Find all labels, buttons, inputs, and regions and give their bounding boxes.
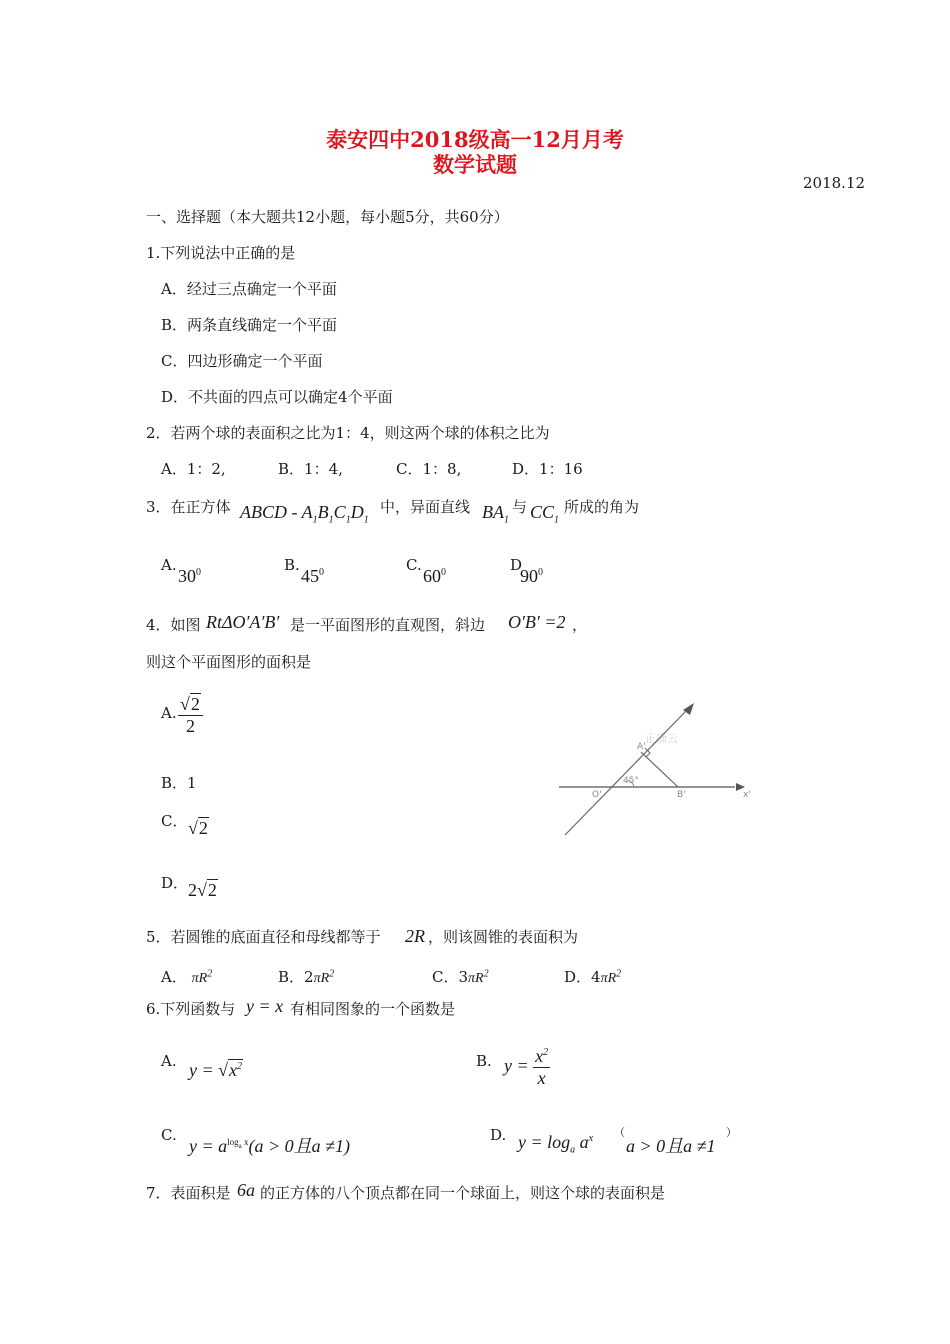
q6-function: y = x (246, 996, 284, 1016)
q5-end: ，则该圆锥的表面积为 (428, 928, 579, 946)
q2-option-d: D．1：16 (512, 460, 583, 478)
q3-option-d-value: $90^0$ (520, 566, 543, 586)
q6-option-a-label: A. (161, 1052, 177, 1070)
q7-end: 的正方体的八个顶点都在同一个球面上，则这个球的表面积是 (260, 1184, 666, 1202)
q3-cube-name: ABCD - $A_1B_1C_1D_1$ (240, 502, 369, 526)
exam-date: 2018.12 (803, 174, 866, 192)
q5-option-a: A． $\pi R^2$ (161, 968, 213, 986)
q6-option-c-label: C. (161, 1126, 177, 1144)
label-o: O' (592, 790, 602, 800)
q2-option-a: A．1：2, (161, 460, 226, 478)
q5-stem: 5．若圆锥的底面直径和母线都等于 (146, 928, 381, 946)
q3-option-a-value: $30^0$ (178, 566, 201, 586)
q4-option-b: B．1 (161, 774, 197, 792)
q4-option-c-label: C． (161, 812, 188, 830)
q6-option-b-value: y = $\frac{x^2}{x}$ (504, 1046, 549, 1088)
q6-option-b-label: B. (476, 1052, 492, 1070)
q1-stem: 1.下列说法中正确的是 (146, 244, 296, 262)
q6-option-d-value: $y = \log_a a^x$ (518, 1132, 594, 1156)
q6-option-d-lparen: （ (614, 1126, 625, 1139)
figure-watermark: 正确云 (645, 732, 678, 745)
q6-option-d-label: D. (490, 1126, 507, 1144)
q4-option-a-value: $\frac{√2}{2}$ (178, 694, 203, 737)
q2-stem: 2．若两个球的表面积之比为1：4，则这两个球的体积之比为 (146, 424, 550, 442)
q6-end: 有相同图象的一个函数是 (290, 1000, 456, 1018)
q4-hypotenuse-eq: O′B′ =2 (508, 612, 566, 632)
q4-option-d-label: D． (161, 874, 189, 892)
q6-option-c-value: $y = a^{log_a x}(a > 0$且a ≠1) (189, 1136, 351, 1156)
q6-option-a-value: $y = √x^2$ (189, 1060, 243, 1080)
label-angle: 45° (623, 776, 639, 786)
q1-option-b: B．两条直线确定一个平面 (161, 316, 338, 334)
exam-title: 泰安四中2018级高一12月月考 (326, 127, 624, 152)
q3-number: 3．在正方体 (146, 498, 231, 516)
q5-option-b: B．$2\pi R^2$ (278, 968, 335, 986)
q1-option-c: C．四边形确定一个平面 (161, 352, 323, 370)
q1-option-d: D．不共面的四点可以确定4个平面 (161, 388, 393, 406)
section-heading: 一、选择题（本大题共12小题，每小题5分，共60分） (146, 208, 509, 226)
q6-option-d-rparen: ） (726, 1126, 737, 1139)
q4-figure (555, 700, 770, 840)
q2-option-b: B．1：4, (278, 460, 343, 478)
q3-end-text: 所成的角为 (564, 498, 640, 516)
q3-line-ba1: $BA_1$ (482, 502, 509, 526)
q4-option-d-value: 2√2 (188, 880, 217, 900)
label-b: B' (677, 790, 686, 800)
q5-option-d: D．$4\pi R^2$ (564, 968, 622, 986)
q3-option-a-label: A. (161, 556, 177, 574)
q3-line-cc1: $CC_1$ (530, 502, 560, 526)
label-a: A' (637, 742, 646, 752)
q3-option-b-label: B. (284, 556, 300, 574)
q4-line2: 则这个平面图形的面积是 (146, 653, 312, 671)
q6-option-d-condition: a > 0且a ≠1 (626, 1136, 716, 1156)
q4-option-c-value: √2 (188, 818, 208, 838)
q3-mid-text: 中，异面直线 (380, 498, 471, 516)
q4-mid-text: 是一平面图形的直观图，斜边 (290, 616, 486, 634)
label-x: x' (743, 790, 751, 800)
q4-triangle: RtΔO′A′B′ (206, 612, 280, 632)
q5-value: 2R (405, 926, 425, 946)
q5-option-c: C．$3\pi R^2$ (432, 968, 489, 986)
exam-subtitle: 数学试题 (433, 152, 517, 177)
segment-ab (641, 752, 678, 787)
q3-option-c-value: $60^0$ (423, 566, 446, 586)
y-axis-line (565, 710, 687, 835)
q1-option-a: A．经过三点确定一个平面 (161, 280, 337, 298)
q7-value: 6a (237, 1180, 255, 1200)
q7-stem: 7．表面积是 (146, 1184, 231, 1202)
q4-option-a-label: A. (161, 704, 177, 722)
q4-comma: ， (572, 616, 588, 634)
q3-option-d-label: D (510, 556, 523, 574)
q3-yu: 与 (512, 498, 528, 516)
q2-option-c: C．1：8, (396, 460, 462, 478)
q3-option-c-label: C. (406, 556, 422, 574)
q6-stem: 6.下列函数与 (146, 1000, 236, 1018)
q4-number: 4．如图 (146, 616, 201, 634)
q3-option-b-value: $45^0$ (301, 566, 324, 586)
